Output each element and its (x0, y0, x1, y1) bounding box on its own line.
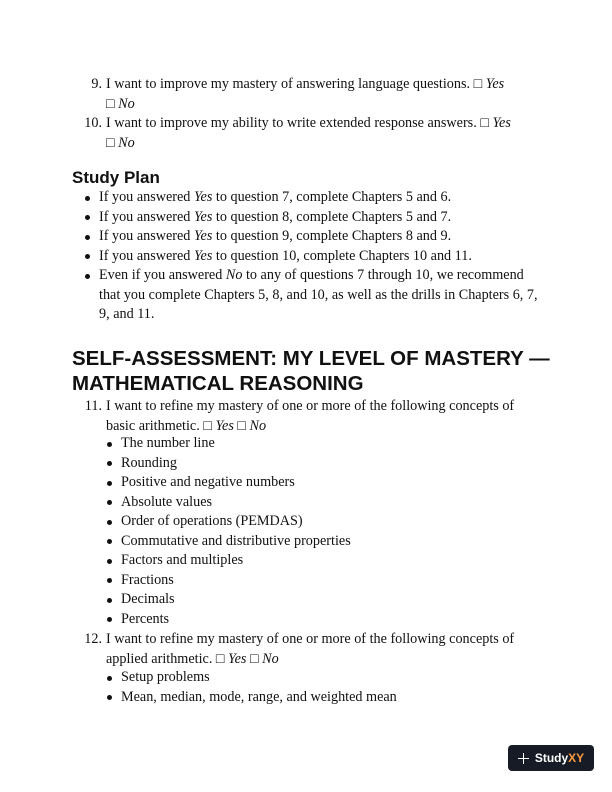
checkbox-no[interactable]: □ (106, 135, 115, 151)
list-item: Rounding (104, 454, 534, 474)
question-12 (72, 629, 542, 669)
list-item: If you answered Yes to question 7, complete Chapters 5 and 6. (82, 188, 542, 208)
checkbox-no[interactable]: □ (250, 651, 259, 667)
yes-label: Yes (492, 115, 511, 131)
no-label: No (118, 96, 135, 112)
list-item: Commutative and distributive properties (104, 532, 534, 552)
question-text: I want to improve my mastery of answering language questions. (106, 76, 471, 92)
applied-concepts-list (104, 668, 534, 707)
list-item: Fractions (104, 571, 534, 591)
list-item: Even if you answered No to any of questions 7 through 10, we recommend that you complete Chapters 5, 8, and 10, as well as the drills in Chapters 6, 7, 9, and 11. (82, 266, 542, 325)
yes-label: Yes (215, 418, 234, 434)
question-text: I want to refine my mastery of one or more of the following concepts of basic arithmetic. (106, 398, 515, 434)
question-number: 10. (84, 115, 102, 131)
checkbox-no[interactable]: □ (237, 418, 246, 434)
study-plan-list (82, 188, 542, 325)
list-item: Percents (104, 610, 534, 630)
list-item: Decimals (104, 590, 534, 610)
list-item: The number line (104, 434, 534, 454)
yes-label: Yes (485, 76, 505, 92)
question-9 (72, 74, 542, 114)
list-item: Positive and negative numbers (104, 473, 534, 493)
list-item: Factors and multiples (104, 551, 534, 571)
logo-text: StudyXY (534, 751, 585, 765)
plus-icon (518, 753, 529, 764)
list-item: If you answered Yes to question 8, complete Chapters 5 and 7. (82, 208, 542, 228)
question-text: I want to refine my mastery of one or more of the following concepts of applied arithmetic. (106, 631, 515, 667)
study-plan-heading: Study Plan (72, 168, 160, 187)
question-11 (72, 396, 542, 436)
question-10 (72, 113, 542, 153)
section-heading: SELF-ASSESSMENT: MY LEVEL OF MASTERY —MATHEMATICAL REASONING (72, 347, 550, 395)
checkbox-yes[interactable]: □ (473, 76, 483, 92)
checkbox-no[interactable]: □ (106, 96, 115, 112)
list-item: Setup problems (104, 668, 534, 688)
arithmetic-concepts-list (104, 434, 534, 629)
question-text-block (106, 396, 542, 436)
question-number: 12. (84, 631, 102, 647)
checkbox-yes[interactable]: □ (203, 418, 212, 434)
list-item: Order of operations (PEMDAS) (104, 512, 534, 532)
list-item: If you answered Yes to question 10, complete Chapters 10 and 11. (82, 247, 542, 267)
question-number: 9. (91, 76, 102, 92)
no-label: No (262, 651, 279, 667)
checkbox-yes[interactable]: □ (480, 115, 489, 131)
no-label: No (118, 135, 135, 151)
list-item: Mean, median, mode, range, and weighted mean (104, 688, 534, 708)
checkbox-yes[interactable]: □ (215, 651, 225, 667)
list-item: If you answered Yes to question 9, complete Chapters 8 and 9. (82, 227, 542, 247)
yes-label: Yes (228, 651, 247, 667)
question-text-block (106, 629, 542, 669)
question-number: 11. (84, 398, 102, 414)
no-label: No (249, 418, 267, 434)
studyxy-logo-badge[interactable] (508, 745, 594, 771)
list-item: Absolute values (104, 493, 534, 513)
question-text-block (106, 113, 542, 153)
question-text: I want to improve my ability to write extended response answers. (106, 115, 477, 131)
question-text-block (106, 74, 542, 114)
